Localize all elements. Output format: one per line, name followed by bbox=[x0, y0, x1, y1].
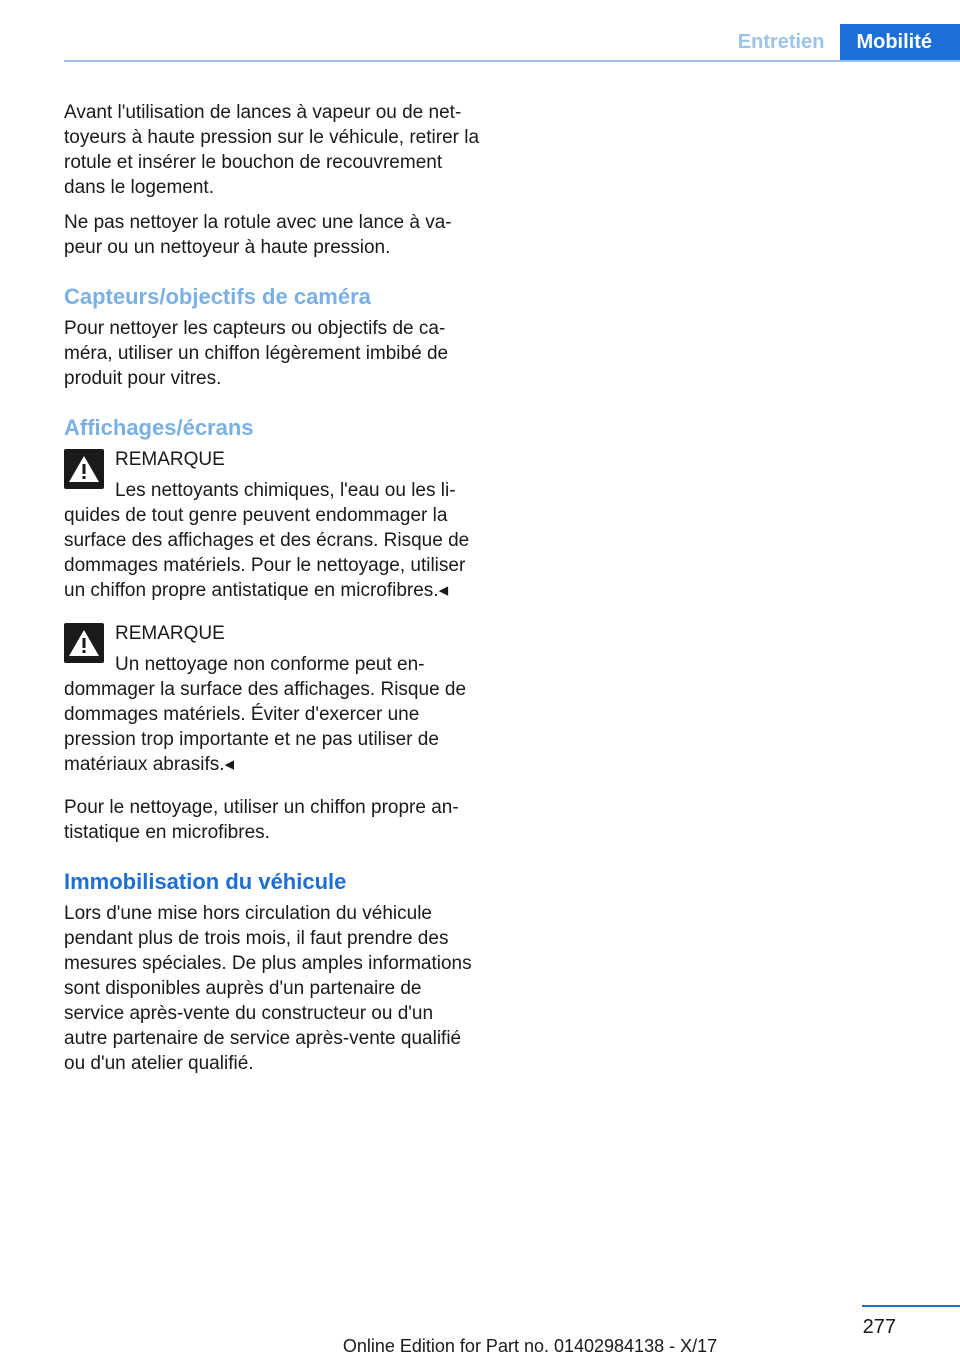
heading-displays: Affichages/écrans bbox=[64, 415, 254, 440]
notice-text-start: Un nettoyage non conforme peut en- bbox=[115, 654, 425, 675]
notice-improper-cleaning bbox=[64, 621, 480, 777]
notice-chemicals bbox=[64, 447, 480, 603]
paragraph-sensors: Pour nettoyer les capteurs ou objectifs de caméra, utiliser un chiffon légèrement imbibé de produit pour vitres. bbox=[64, 318, 449, 389]
page-number: 277 bbox=[862, 1316, 896, 1338]
notice-text: quides de tout genre peuvent endommager la surface des affichages et des écrans. Risque de dommages matériels. Pour le nettoyage, utiliser un chiffon propre antistatique en microfibres.◂ bbox=[64, 505, 470, 601]
footer-edition-text: Online Edition for Part no. 01402984138 - X/17 bbox=[342, 1336, 718, 1356]
main-column bbox=[64, 100, 480, 1086]
header-tabs bbox=[722, 24, 960, 61]
notice-text-start: Les nettoyants chimiques, l'eau ou les li- bbox=[115, 480, 456, 501]
heading-storage: Immobilisation du véhicule bbox=[64, 869, 347, 894]
notice-text: dommager la surface des affichages. Risque de dommages matériels. Éviter d'exercer une pression trop importante et ne pas utiliser de matériaux abrasifs.◂ bbox=[64, 679, 467, 775]
tab-mobilite[interactable]: Mobilité bbox=[840, 24, 960, 61]
paragraph-storage: Lors d'une mise hors circulation du véhicule pendant plus de trois mois, il faut prendre des mesures spéciales. De plus amples informations sont disponibles auprès d'un partenaire de service après-vente du constructeur ou d'un autre partenaire de service après-vente qualifié ou d'un atelier qualifié. bbox=[64, 903, 472, 1074]
heading-sensors: Capteurs/objectifs de caméra bbox=[64, 284, 371, 309]
paragraph-cleaning: Pour le nettoyage, utiliser un chiffon propre antistatique en microfibres. bbox=[64, 797, 459, 843]
notice-title: REMARQUE bbox=[115, 623, 225, 644]
paragraph-ball-joint: Ne pas nettoyer la rotule avec une lance à vapeur ou un nettoyeur à haute pression. bbox=[64, 212, 452, 258]
warning-triangle-icon bbox=[64, 623, 104, 663]
notice-title: REMARQUE bbox=[115, 449, 225, 470]
header-rule bbox=[64, 60, 960, 62]
footer-edition bbox=[0, 1336, 960, 1357]
tab-entretien[interactable]: Entretien bbox=[737, 31, 825, 53]
paragraph-steam-cleaner: Avant l'utilisation de lances à vapeur ou de nettoyeurs à haute pression sur le véhicule, retirer la rotule et insérer le bouchon de recouvrement dans le logement. bbox=[64, 102, 480, 198]
page-number-rule bbox=[862, 1305, 960, 1307]
warning-triangle-icon bbox=[64, 449, 104, 489]
